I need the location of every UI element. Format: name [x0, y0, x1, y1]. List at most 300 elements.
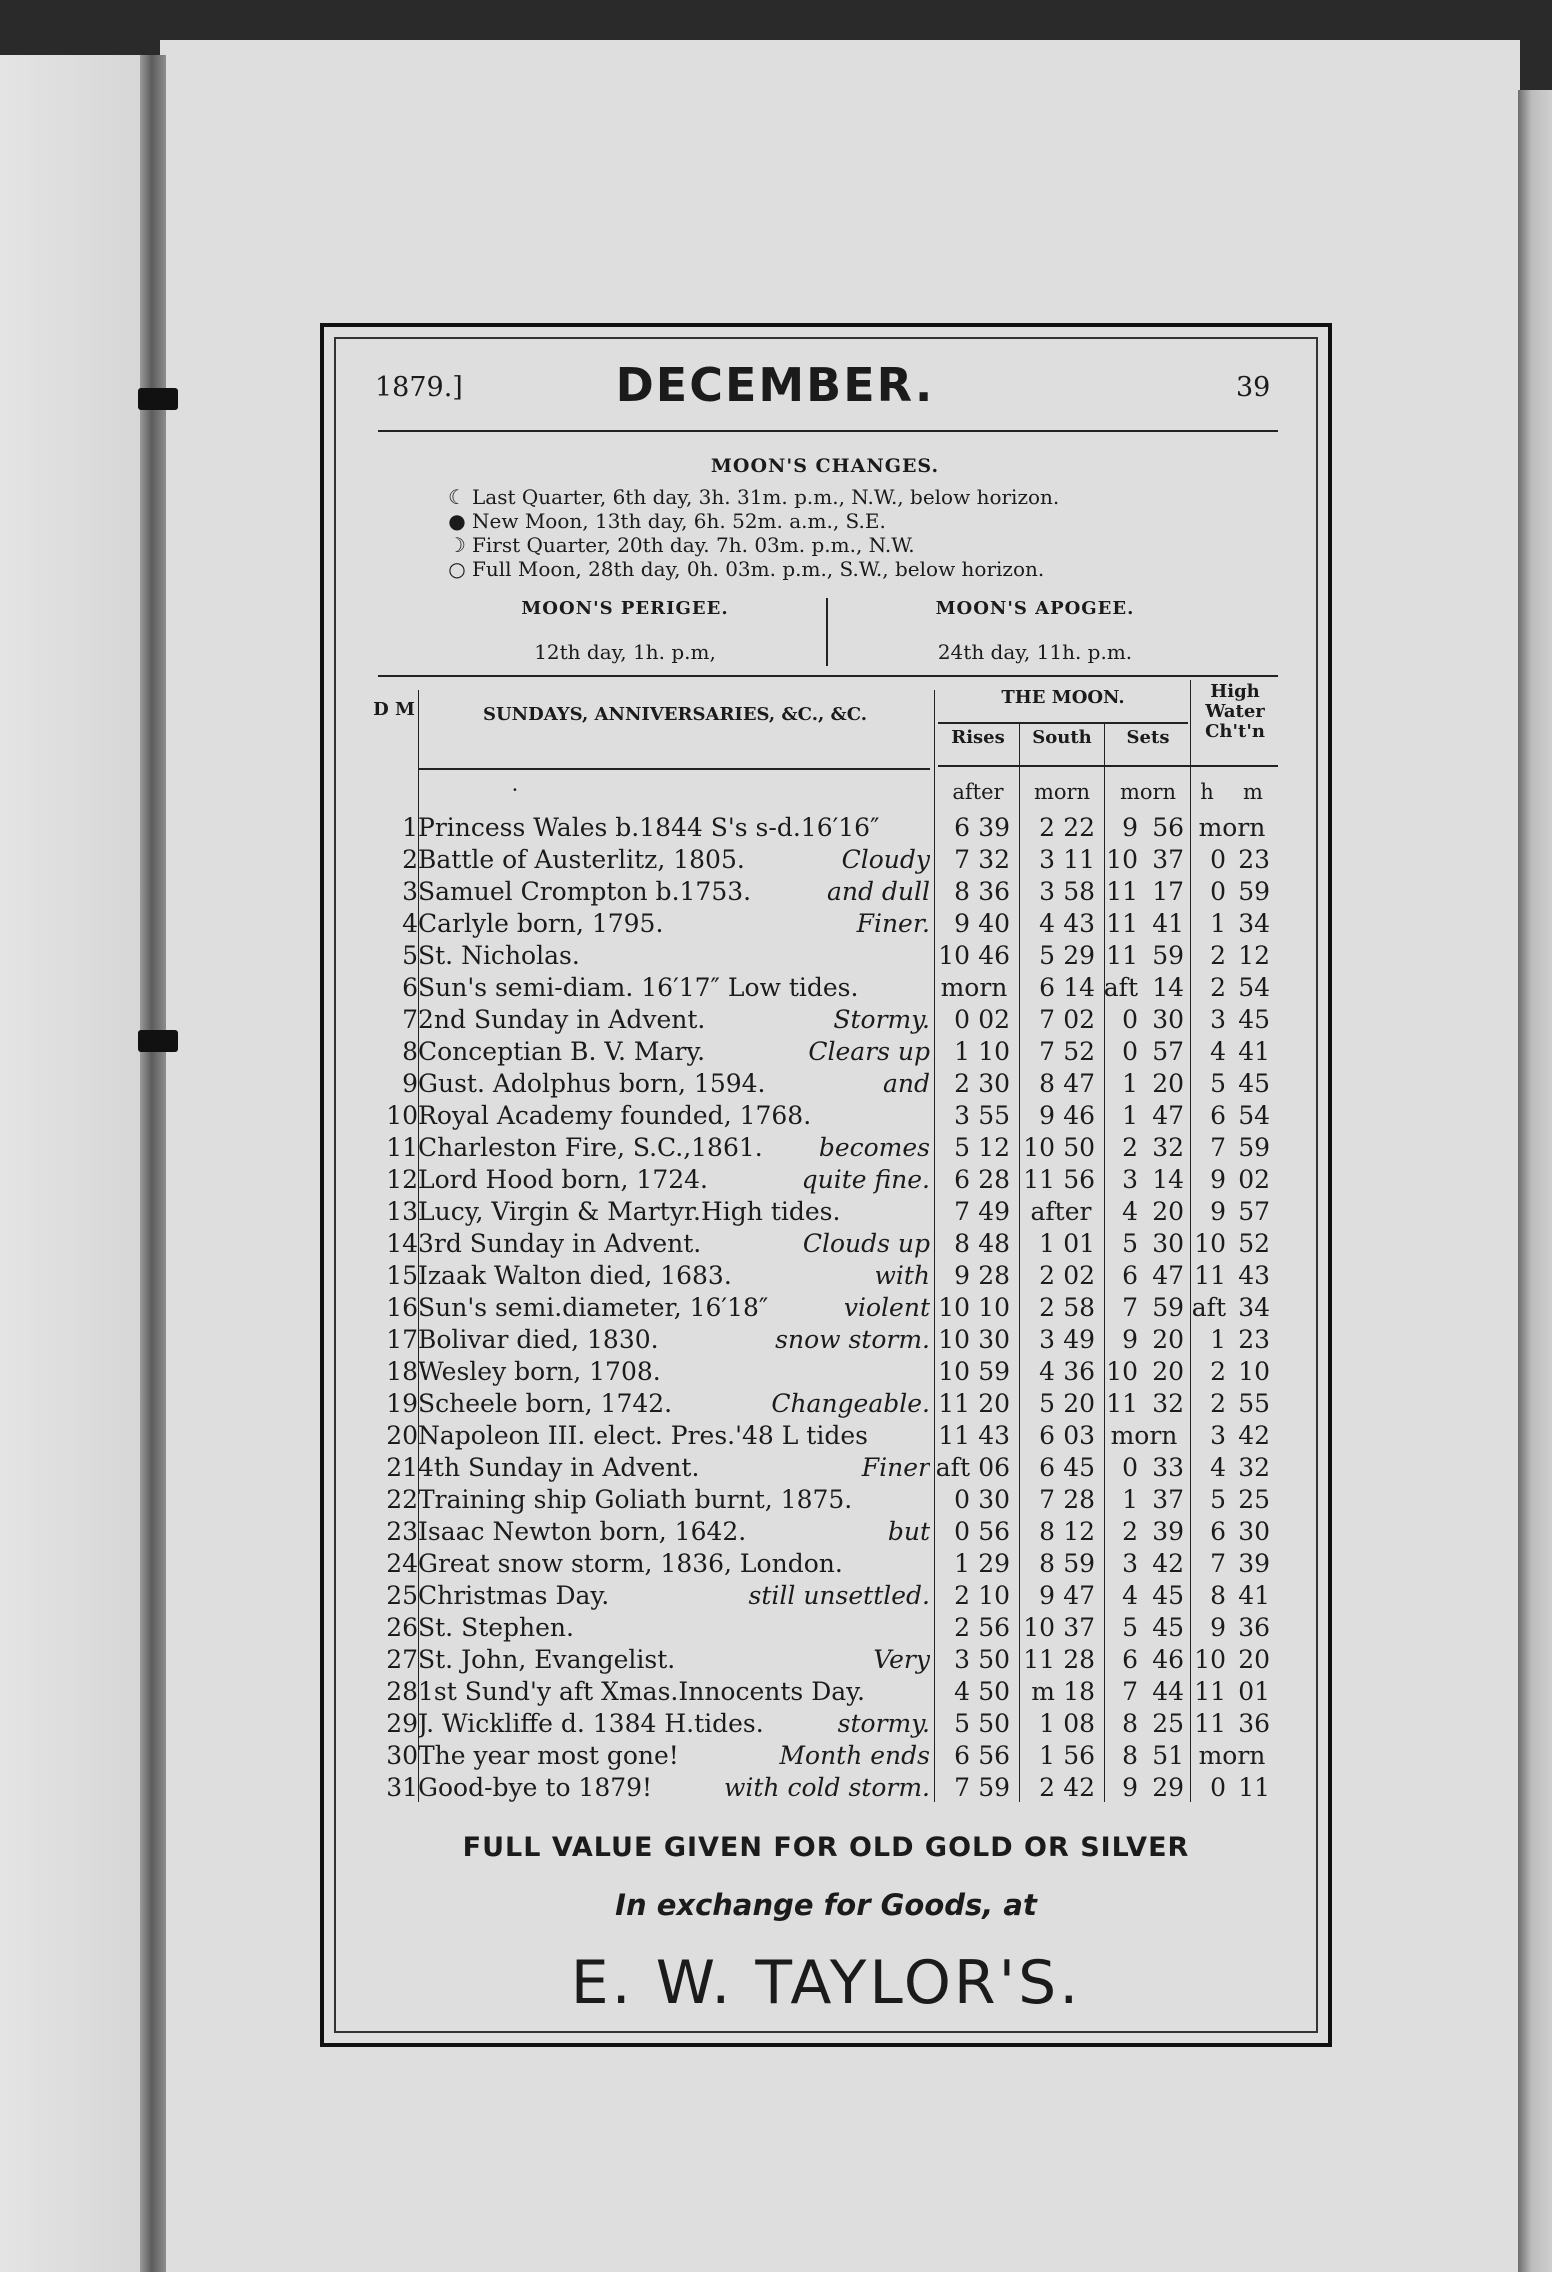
event-text: Lucy, Virgin & Martyr.High tides. [418, 1197, 841, 1226]
high-water-hour: 11 [1194, 1709, 1226, 1738]
moon-sets-minute: 59 [1152, 1293, 1184, 1322]
perigee-apogee-divider [826, 598, 828, 666]
moon-south-hour: 6 [1039, 1421, 1055, 1450]
event-text: Conceptian B. V. Mary. Clears up [418, 1037, 930, 1066]
table-row [0, 1196, 1552, 1228]
moon-rises-minute: 02 [978, 1005, 1010, 1034]
moon-south-hour: 5 [1039, 941, 1055, 970]
event-text: Bolivar died, 1830. snow storm. [418, 1325, 930, 1354]
moon-sets-hour: 11 [1106, 909, 1138, 938]
moon-sets-minute: 32 [1152, 1389, 1184, 1418]
moon-south-minute: 45 [1063, 1453, 1095, 1482]
moon-south-hour: 9 [1039, 1581, 1055, 1610]
moon-sets-minute: 47 [1152, 1261, 1184, 1290]
moon-south-minute: 18 [1063, 1677, 1095, 1706]
moon-south-hour: 10 [1023, 1133, 1055, 1162]
high-water-minute: 34 [1238, 909, 1270, 938]
weather-note: and [882, 1069, 930, 1098]
moon-south-minute: 20 [1063, 1389, 1095, 1418]
moon-rises-minute: 30 [978, 1485, 1010, 1514]
day-number: 24 [386, 1549, 418, 1578]
moon-sets-minute: 14 [1152, 973, 1184, 1002]
high-water-minute: 02 [1238, 1165, 1270, 1194]
moon-header-rule [938, 765, 1278, 767]
event-text: Izaak Walton died, 1683. with [418, 1261, 930, 1290]
moon-sets-minute: 20 [1152, 1069, 1184, 1098]
table-row [0, 1484, 1552, 1516]
moon-sets-hour: 4 [1122, 1581, 1138, 1610]
moon-south-hour: 7 [1039, 1485, 1055, 1514]
day-number: 6 [402, 973, 418, 1002]
high-water-hour: 4 [1210, 1037, 1226, 1066]
weather-note: and dull [826, 877, 930, 906]
advert-merchant: E. W. TAYLOR'S. [570, 1948, 1082, 2018]
event-text: St. John, Evangelist. Very [418, 1645, 930, 1674]
moon-south-minute: 08 [1063, 1709, 1095, 1738]
event-text: Samuel Crompton b.1753. and dull [418, 877, 930, 906]
high-water-minute: 54 [1238, 1101, 1270, 1130]
table-row [0, 1580, 1552, 1612]
table-row [0, 1036, 1552, 1068]
moon-rises-hour: 8 [954, 1229, 970, 1258]
day-number: 12 [386, 1165, 418, 1194]
moon-sets-minute: 46 [1152, 1645, 1184, 1674]
day-number: 18 [386, 1357, 418, 1386]
moon-south-minute: 02 [1063, 1261, 1095, 1290]
moon-south-hour: 10 [1023, 1613, 1055, 1642]
high-water-hour: 5 [1210, 1069, 1226, 1098]
moon-rises-minute: 28 [978, 1261, 1010, 1290]
day-number: 31 [386, 1773, 418, 1802]
events-header: SUNDAYS, ANNIVERSARIES, &C., &C. [482, 704, 868, 725]
moon-rises-hour: 10 [938, 941, 970, 970]
moon-south-minute: 01 [1063, 1229, 1095, 1258]
moon-rises-hour: 2 [954, 1613, 970, 1642]
high-water-minute: 55 [1238, 1389, 1270, 1418]
high-water-minute: 10 [1238, 1357, 1270, 1386]
moon-sets-minute: 32 [1152, 1133, 1184, 1162]
high-water-minute: 23 [1238, 1325, 1270, 1354]
moon-sets-minute: 44 [1152, 1677, 1184, 1706]
event-text: St. Stephen. [418, 1613, 574, 1642]
moon-rises-minute: 56 [978, 1517, 1010, 1546]
moon-sets-hour: 5 [1122, 1613, 1138, 1642]
moon-south-hour: 8 [1039, 1069, 1055, 1098]
day-number: 21 [386, 1453, 418, 1482]
moon-south-hour: 1 [1039, 1229, 1055, 1258]
table-row [0, 1420, 1552, 1452]
day-number: 22 [386, 1485, 418, 1514]
moon-south-hour: 4 [1039, 909, 1055, 938]
high-water-hour: 2 [1210, 973, 1226, 1002]
moon-south-hour: 3 [1039, 845, 1055, 874]
moon-sets-hour: 9 [1122, 813, 1138, 842]
moon-changes-title: MOON'S CHANGES. [710, 455, 940, 477]
day-number: 26 [386, 1613, 418, 1642]
weather-note: Finer. [856, 909, 930, 938]
moon-rises-hour: 5 [954, 1133, 970, 1162]
moon-sets-minute: 42 [1152, 1549, 1184, 1578]
high-water-hour: 0 [1210, 877, 1226, 906]
high-water-minute: 41 [1238, 1037, 1270, 1066]
moon-rises-hour: 9 [954, 1261, 970, 1290]
table-row [0, 1324, 1552, 1356]
table-row [0, 1004, 1552, 1036]
moon-south-hour: 2 [1039, 1293, 1055, 1322]
weather-note: with cold storm. [723, 1773, 930, 1802]
moon-rises-hour: 4 [954, 1677, 970, 1706]
moon-rises-minute: 59 [978, 1357, 1010, 1386]
moon-rises-minute: 10 [978, 1581, 1010, 1610]
moon-rises-hour: 10 [938, 1357, 970, 1386]
high-water-minute: 25 [1238, 1485, 1270, 1514]
moon-south-minute: 36 [1063, 1357, 1095, 1386]
day-number: 5 [402, 941, 418, 970]
moon-south-hour: 7 [1039, 1005, 1055, 1034]
moon-sets-minute: 59 [1152, 941, 1184, 970]
event-text: Christmas Day. still unsettled. [418, 1581, 930, 1610]
year-label: 1879.] [375, 372, 463, 403]
moon-sets-minute: 51 [1152, 1741, 1184, 1770]
advert-subline: In exchange for Goods, at [615, 1888, 1037, 1922]
weather-note: with [874, 1261, 930, 1290]
moon-rises-minute: 48 [978, 1229, 1010, 1258]
moon-rises-minute: 32 [978, 845, 1010, 874]
event-text: St. Nicholas. [418, 941, 580, 970]
moon-rises-minute: 46 [978, 941, 1010, 970]
day-number: 25 [386, 1581, 418, 1610]
high-water-hour: 9 [1210, 1613, 1226, 1642]
moon-rises-hour: 7 [954, 845, 970, 874]
high-water-hour: 8 [1210, 1581, 1226, 1610]
high-water-minute: 52 [1238, 1229, 1270, 1258]
event-text: 1st Sund'y aft Xmas.Innocents Day. [418, 1677, 865, 1706]
moon-sets-minute: 20 [1152, 1325, 1184, 1354]
high-water-minute: 39 [1238, 1549, 1270, 1578]
moon-sets-hour: 6 [1122, 1645, 1138, 1674]
day-number: 8 [402, 1037, 418, 1066]
high-water-hour: 2 [1210, 1357, 1226, 1386]
day-number: 27 [386, 1645, 418, 1674]
moon-rises-hour: 1 [954, 1037, 970, 1066]
moon-south-hour: 8 [1039, 1517, 1055, 1546]
moon-south-minute: 29 [1063, 941, 1095, 970]
moon-rises-hour: 0 [954, 1517, 970, 1546]
moon-sets-minute: 17 [1152, 877, 1184, 906]
moon-rises-minute: 40 [978, 909, 1010, 938]
moon-sets-minute: 20 [1152, 1197, 1184, 1226]
moon-rises-minute: 50 [978, 1645, 1010, 1674]
weather-note: stormy. [837, 1709, 930, 1738]
event-text: Wesley born, 1708. [418, 1357, 661, 1386]
day-number: 13 [386, 1197, 418, 1226]
high-water: morn [1198, 813, 1266, 842]
page-title: DECEMBER. [615, 358, 935, 412]
moon-rises-hour: 7 [954, 1773, 970, 1802]
moon-sets-minute: 47 [1152, 1101, 1184, 1130]
new-moon-icon: ● [448, 509, 466, 533]
table-row [0, 1228, 1552, 1260]
moon-south-minute: 28 [1063, 1645, 1095, 1674]
event-text: Princess Wales b.1844 S's s-d.16′16″ [418, 813, 880, 842]
moon-rises-minute: 29 [978, 1549, 1010, 1578]
moon-rises-hour: 2 [954, 1069, 970, 1098]
table-row [0, 1452, 1552, 1484]
moon-rises-minute: 56 [978, 1741, 1010, 1770]
table-row [0, 1068, 1552, 1100]
high-water-minute: 57 [1238, 1197, 1270, 1226]
weather-note: Clears up [808, 1037, 930, 1066]
moon-sets-hour: 2 [1122, 1517, 1138, 1546]
high-water-hour: 3 [1210, 1421, 1226, 1450]
advert-headline: FULL VALUE GIVEN FOR OLD GOLD OR SILVER [462, 1832, 1190, 1863]
event-text: Great snow storm, 1836, London. [418, 1549, 843, 1578]
moon-rises-minute: 49 [978, 1197, 1010, 1226]
moon-rises-hour: 6 [954, 1741, 970, 1770]
full-moon-icon: ○ [448, 557, 466, 581]
moon-south-minute: 56 [1063, 1741, 1095, 1770]
moon-rises-hour: 10 [938, 1325, 970, 1354]
moon-south-minute: 49 [1063, 1325, 1095, 1354]
moon-south-minute: 47 [1063, 1581, 1095, 1610]
moon-south-minute: 58 [1063, 877, 1095, 906]
moon-south-hour: 3 [1039, 877, 1055, 906]
moon-south-minute: 50 [1063, 1133, 1095, 1162]
high-water-hour: 1 [1210, 909, 1226, 938]
high-water-minute: 34 [1238, 1293, 1270, 1322]
rises-unit: after [952, 780, 1004, 804]
weather-note: Finer [861, 1453, 930, 1482]
moon-south-minute: 11 [1063, 845, 1095, 874]
high-water-minute: 59 [1238, 1133, 1270, 1162]
event-text: Training ship Goliath burnt, 1875. [418, 1485, 853, 1514]
high-water-minute: 23 [1238, 845, 1270, 874]
weather-note: Changeable. [771, 1389, 930, 1418]
moon-rises-hour: 1 [954, 1549, 970, 1578]
table-row [0, 1644, 1552, 1676]
moon-rises-hour: 9 [954, 909, 970, 938]
moon-rises-minute: 30 [978, 1325, 1010, 1354]
sets-unit: morn [1119, 780, 1177, 804]
high-water-hour: 5 [1210, 1485, 1226, 1514]
moon-sets-minute: 39 [1152, 1517, 1184, 1546]
moon-rises-hour: 3 [954, 1645, 970, 1674]
high-water-hour: 10 [1194, 1645, 1226, 1674]
moon-south-hour: 2 [1039, 1261, 1055, 1290]
day-number: 10 [386, 1101, 418, 1130]
day-number: 11 [386, 1133, 418, 1162]
moon-header: THE MOON. [1001, 687, 1125, 708]
moon-south-minute: 47 [1063, 1069, 1095, 1098]
moon-south-hour: 3 [1039, 1325, 1055, 1354]
moon-south-hour: 8 [1039, 1549, 1055, 1578]
moon-rises-minute: 39 [978, 813, 1010, 842]
moon-south-minute: 59 [1063, 1549, 1095, 1578]
moon-south-hour: 5 [1039, 1389, 1055, 1418]
high-water-minute: 42 [1238, 1421, 1270, 1450]
moon-sets-hour: 0 [1122, 1037, 1138, 1066]
moon-south: after [1030, 1197, 1092, 1226]
moon-sets-hour: aft [1103, 973, 1138, 1002]
moon-south-hour: m [1031, 1677, 1055, 1706]
high-water-hour: 9 [1210, 1197, 1226, 1226]
weather-note: Cloudy [841, 845, 930, 874]
table-row [0, 876, 1552, 908]
event-text: Scheele born, 1742. Changeable. [418, 1389, 930, 1418]
high-water-hour: 1 [1210, 1325, 1226, 1354]
high-water-minute: 20 [1238, 1645, 1270, 1674]
moon-south-hour: 6 [1039, 1453, 1055, 1482]
moon-rises-minute: 43 [978, 1421, 1010, 1450]
moon-sets-hour: 1 [1122, 1485, 1138, 1514]
moon-sets-minute: 30 [1152, 1229, 1184, 1258]
table-row [0, 1516, 1552, 1548]
moon-south-minute: 14 [1063, 973, 1095, 1002]
high-water-hour: 3 [1210, 1005, 1226, 1034]
moon-change-item: ● New Moon, 13th day, 6h. 52m. a.m., S.E. [448, 509, 886, 533]
moon-sets-minute: 45 [1152, 1613, 1184, 1642]
moon-rises-minute: 30 [978, 1069, 1010, 1098]
high-water-minute: 41 [1238, 1581, 1270, 1610]
moon-rises-hour: 11 [938, 1421, 970, 1450]
event-text: 3rd Sunday in Advent. Clouds up [418, 1229, 930, 1258]
moon-south-hour: 4 [1039, 1357, 1055, 1386]
weather-note: quite fine. [801, 1165, 930, 1194]
day-number: 16 [386, 1293, 418, 1322]
apogee-label: MOON'S APOGEE. [935, 598, 1135, 619]
moon-sets-minute: 57 [1152, 1037, 1184, 1066]
moon-sets-hour: 7 [1122, 1293, 1138, 1322]
high-water-hour: 9 [1210, 1165, 1226, 1194]
high-water-minute: 32 [1238, 1453, 1270, 1482]
moon-south-hour: 11 [1023, 1165, 1055, 1194]
day-number: 15 [386, 1261, 418, 1290]
moon-rises-minute: 56 [978, 1613, 1010, 1642]
day-number: 29 [386, 1709, 418, 1738]
high-water-minute: 36 [1238, 1613, 1270, 1642]
moon-change-item: ○ Full Moon, 28th day, 0h. 03m. p.m., S.W., below horizon. [448, 557, 1045, 581]
moon-sets-hour: 1 [1122, 1069, 1138, 1098]
high-water-hour: 2 [1210, 941, 1226, 970]
table-top-rule [378, 675, 1278, 677]
page-number: 39 [1236, 372, 1271, 403]
apogee-value: 24th day, 11h. p.m. [937, 640, 1133, 664]
day-number: 14 [386, 1229, 418, 1258]
high-water-minute: 45 [1238, 1005, 1270, 1034]
dm-header: D M [373, 699, 415, 720]
moon-rises-minute: 10 [978, 1293, 1010, 1322]
moon-south-hour: 6 [1039, 973, 1055, 1002]
moon-rises-minute: 20 [978, 1389, 1010, 1418]
moon-sets-hour: 2 [1122, 1133, 1138, 1162]
south-header: South [1032, 727, 1092, 748]
moon-sets-minute: 45 [1152, 1581, 1184, 1610]
moon-rises-hour: 6 [954, 1165, 970, 1194]
moon-south-minute: 58 [1063, 1293, 1095, 1322]
day-number: 3 [402, 877, 418, 906]
binding-stitch [138, 388, 178, 410]
moon-rises-hour: 11 [938, 1389, 970, 1418]
table-row [0, 1164, 1552, 1196]
weather-note: Month ends [779, 1741, 930, 1770]
moon-sets-hour: 3 [1122, 1549, 1138, 1578]
moon-sets-hour: 0 [1122, 1005, 1138, 1034]
day-number: 7 [402, 1005, 418, 1034]
moon-rises-hour: 3 [954, 1101, 970, 1130]
hw-minute-unit: m [1243, 780, 1263, 804]
table-row [0, 1292, 1552, 1324]
day-number: 19 [386, 1389, 418, 1418]
high-water-hour: 0 [1210, 845, 1226, 874]
moon-rises-minute: 50 [978, 1677, 1010, 1706]
moon-sets-hour: 9 [1122, 1773, 1138, 1802]
south-unit: morn [1033, 780, 1091, 804]
moon-rises-hour: 7 [954, 1197, 970, 1226]
day-number: 4 [402, 909, 418, 938]
moon-sets-hour: 11 [1106, 941, 1138, 970]
moon-rises-hour: 0 [954, 1005, 970, 1034]
moon-rises-minute: 12 [978, 1133, 1010, 1162]
moon-south-hour: 7 [1039, 1037, 1055, 1066]
moon-sets-hour: 11 [1106, 1389, 1138, 1418]
moon-south-minute: 02 [1063, 1005, 1095, 1034]
high-water-hour: 11 [1194, 1677, 1226, 1706]
day-number: 9 [402, 1069, 418, 1098]
moon-south-minute: 52 [1063, 1037, 1095, 1066]
table-row [0, 1100, 1552, 1132]
rises-header: Rises [951, 727, 1005, 748]
moon-rises-hour: 0 [954, 1485, 970, 1514]
weather-note: but [887, 1517, 930, 1546]
moon-sets-hour: 0 [1122, 1453, 1138, 1482]
moon-sets-minute: 30 [1152, 1005, 1184, 1034]
event-text: Gust. Adolphus born, 1594. and [418, 1069, 930, 1098]
moon-sets-hour: 10 [1106, 1357, 1138, 1386]
high-water-hour: 6 [1210, 1517, 1226, 1546]
weather-note: still unsettled. [748, 1581, 930, 1610]
moon-sets-minute: 37 [1152, 1485, 1184, 1514]
table-row [0, 1132, 1552, 1164]
moon-rises-hour: 6 [954, 813, 970, 842]
moon-rises-hour: 5 [954, 1709, 970, 1738]
event-text: Sun's semi.diameter, 16′18″ violent [418, 1293, 930, 1322]
moon-south-minute: 28 [1063, 1485, 1095, 1514]
moon-south-hour: 9 [1039, 1101, 1055, 1130]
moon-south-hour: 2 [1039, 1773, 1055, 1802]
moon-change-item: ☾ Last Quarter, 6th day, 3h. 31m. p.m., N.W., below horizon. [448, 485, 1060, 509]
moon-south-minute: 46 [1063, 1101, 1095, 1130]
moon-sets-minute: 33 [1152, 1453, 1184, 1482]
table-row [0, 1740, 1552, 1772]
moon-sets-hour: 6 [1122, 1261, 1138, 1290]
event-text: Royal Academy founded, 1768. [418, 1101, 812, 1130]
event-text: 2nd Sunday in Advent. Stormy. [418, 1005, 930, 1034]
moon-sets-minute: 14 [1152, 1165, 1184, 1194]
moon-sets: morn [1110, 1421, 1178, 1450]
event-text: 4th Sunday in Advent. Finer [418, 1453, 930, 1482]
table-row [0, 1356, 1552, 1388]
moon-south-minute: 42 [1063, 1773, 1095, 1802]
event-text: Battle of Austerlitz, 1805. Cloudy [418, 845, 930, 874]
table-row [0, 940, 1552, 972]
weather-note: Clouds up [802, 1229, 930, 1258]
table-row [0, 908, 1552, 940]
high-water-minute: 45 [1238, 1069, 1270, 1098]
day-number: 20 [386, 1421, 418, 1450]
day-number: 30 [386, 1741, 418, 1770]
moon-sets-minute: 41 [1152, 909, 1184, 938]
high-water-minute: 30 [1238, 1517, 1270, 1546]
